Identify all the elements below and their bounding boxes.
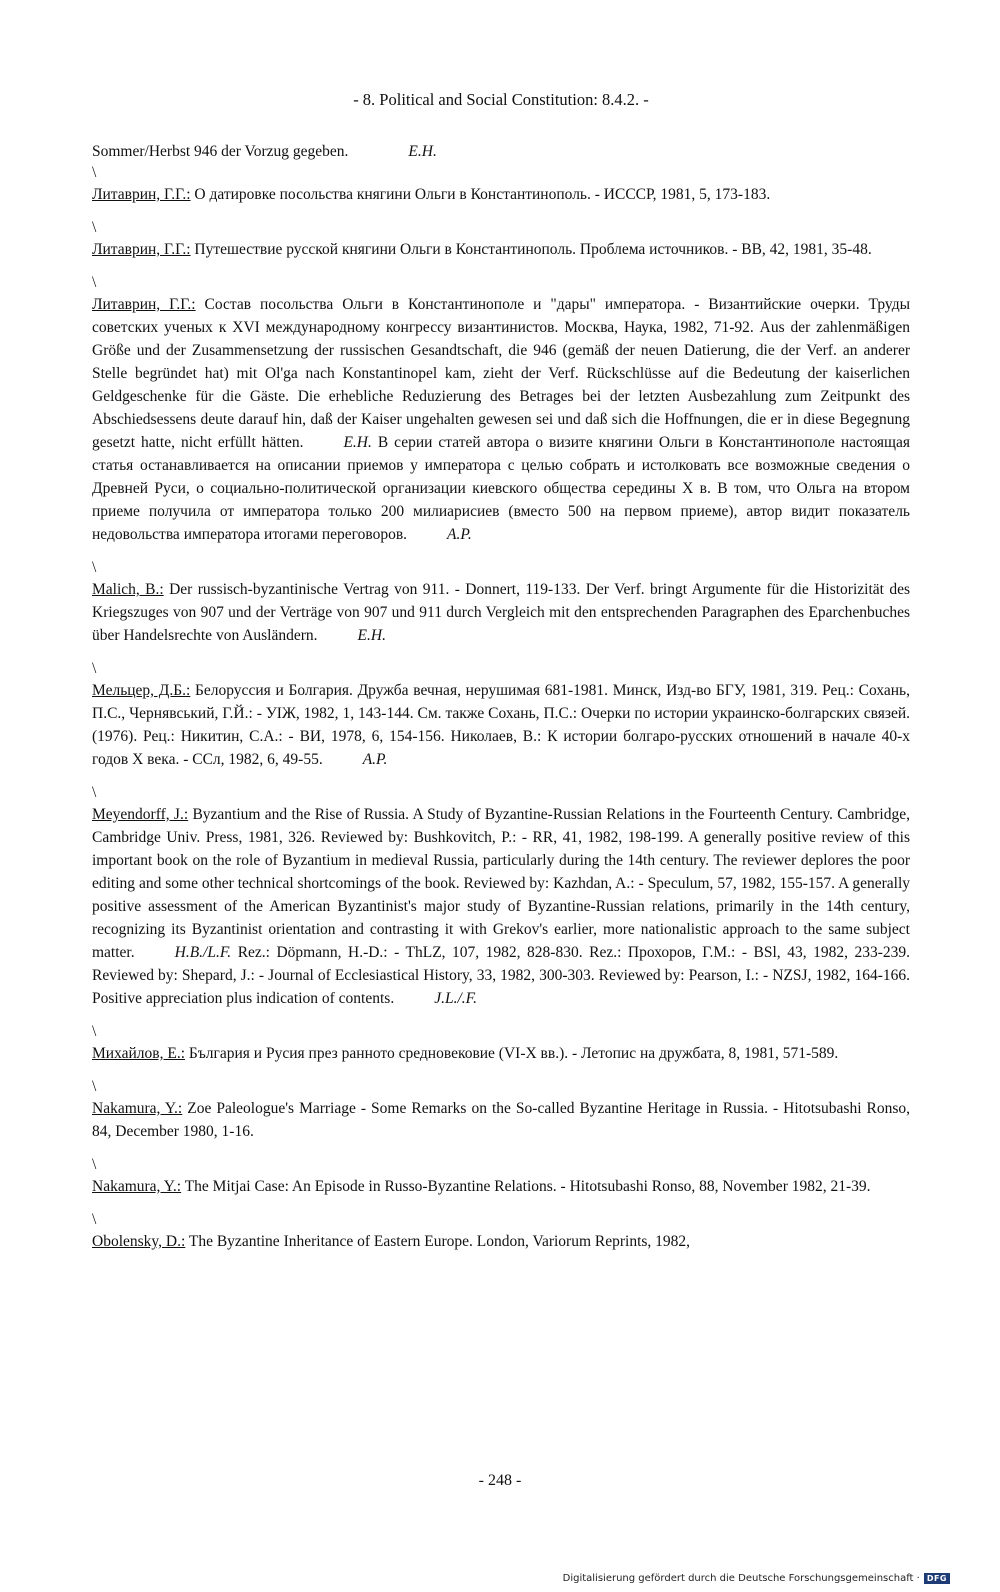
entry-author: Литаврин, Г.Г.: [92, 296, 196, 313]
entry-author: Obolensky, D.: [92, 1233, 186, 1250]
dfg-logo: DFG [924, 1573, 950, 1584]
entry-marker: \ [92, 559, 97, 576]
entry-author: Nakamura, Y.: [92, 1100, 183, 1117]
entry-text: България и Русия през ранното средновековие (VI-X вв.). - Летопис на дружбата, 8, 1981, 571-589. [185, 1045, 839, 1062]
entry-signature: E.H. [357, 627, 386, 644]
entry-author: Михайлов, Е.: [92, 1045, 185, 1062]
bibliography-entry [92, 163, 910, 206]
entry-marker: \ [92, 274, 97, 291]
bibliography-entry [92, 1155, 910, 1198]
page-number: - 248 - [478, 1472, 522, 1489]
bibliography-entry [92, 659, 910, 771]
entry-signature: E.H. [343, 434, 372, 451]
entry-text: Der russisch-byzantinische Vertrag von 911. - Donnert, 119-133. Der Verf. bringt Argumente für die Historizität des Kriegszuges von 907 und der Verträge von 907 und 911 durch Vergleich mit den entsprechenden Paragraphen des Eparchenbuches über Handelsrechte von Ausländern. [92, 581, 910, 644]
intro-signature: E.H. [408, 143, 437, 160]
bibliography-entry [92, 1210, 910, 1253]
bibliography-entry [92, 558, 910, 647]
digitization-footer [563, 1573, 950, 1584]
entry-marker: \ [92, 1156, 97, 1173]
footer-text: Digitalisierung gefördert durch die Deutsche Forschungsgemeinschaft · [562, 1573, 920, 1584]
intro-paragraph [92, 140, 910, 163]
running-head: - 8. Political and Social Constitution: 8.4.2. - [353, 90, 649, 109]
entry-text-continued: Rez.: Döpmann, H.-D.: - ThLZ, 107, 1982, 828-830. Rez.: Прохоров, Г.М.: - BSl, 43, 1982, 233-239. Reviewed by: Shepard, J.: - Journal of Ecclesiastical History, 33, 1982, 300-303. Reviewed by: Pearson, I.: - NZSJ, 1982, 164-166. Positive appreciation plus indication of contents. [92, 944, 910, 1007]
entry-text-continued: В серии статей автора о визите княгини Ольги в Константинополе настоящая статья останавливается на описании приемов у императора с целью собрать и истолковать все возможные сведения о Древней Руси, о социально-политической организации киевского общества середины X в. В том, что Ольга на втором приеме получила от императора только 200 милиарисиев (вместо 500 на первом приеме), автор видит показатель недовольства императора итогами переговоров. [92, 434, 910, 543]
entry-text: Белоруссия и Болгария. Дружба вечная, нерушимая 681-1981. Минск, Изд-во БГУ, 1981, 319. Рец.: Сохань, П.С., Чернявський, Г.Й.: - УІЖ, 1982, 1, 143-144. См. также Сохань, П.С.: Очерки по истории украинско-болгарских связей. (1976). Рец.: Никитин, С.А.: - ВИ, 1978, 6, 154-156. Николаев, В.: К истории болгаро-русских отношений в начале 40-х годов X века. - ССл, 1982, 6, 49-55. [92, 682, 910, 768]
entry-signature: J.L./.F. [434, 990, 477, 1007]
entry-text: Byzantium and the Rise of Russia. A Study of Byzantine-Russian Relations in the Fourteenth Century. Cambridge, Cambridge Univ. Press, 1981, 326. Reviewed by: Bushkovitch, P.: - RR, 41, 1982, 198-199. A generally positive review of this important book on the role of Byzantium in medieval Russia, particularly during the 14th century. The reviewer deplores the poor editing and some other technical shortcomings of the book. Reviewed by: Kazhdan, A.: - Speculum, 57, 1982, 155-157. A generally positive assessment of the American Byzantinist's major study of Byzantine-Russian relations, primarily in the 14th century, recognizing its Byzantinist orientation and contrasting it with Grekov's earlier, more nationalistic approach to the same subject matter. [92, 806, 910, 961]
entry-text: Zoe Paleologue's Marriage - Some Remarks on the So-called Byzantine Heritage in Russia. - Hitotsubashi Ronso, 84, December 1980, 1-16. [92, 1100, 910, 1140]
bibliography-entry [92, 1022, 910, 1065]
bibliography-entry [92, 1077, 910, 1143]
entry-marker: \ [92, 784, 97, 801]
bibliography-entry [92, 273, 910, 546]
entry-signature: H.B./L.F. [174, 944, 232, 961]
entry-author: Malich, B.: [92, 581, 164, 598]
entry-author: Nakamura, Y.: [92, 1178, 182, 1195]
entry-marker: \ [92, 660, 97, 677]
entry-text: Путешествие русской княгини Ольги в Константинополь. Проблема источников. - BB, 42, 1981, 35-48. [190, 241, 872, 258]
entry-signature: A.P. [362, 751, 388, 768]
entry-author: Мельцер, Д.Б.: [92, 682, 191, 699]
intro-text: Sommer/Herbst 946 der Vorzug gegeben. [92, 143, 349, 160]
entry-signature: A.P. [447, 526, 472, 543]
entry-text: О датировке посольства княгини Ольги в Константинополь. - ИСССР, 1981, 5, 173-183. [190, 186, 771, 203]
entry-marker: \ [92, 164, 97, 181]
entry-author: Литаврин, Г.Г.: [92, 186, 191, 203]
entry-text: The Mitjai Case: An Episode in Russo-Byzantine Relations. - Hitotsubashi Ronso, 88, November 1982, 21-39. [181, 1178, 871, 1195]
entry-author: Литаврин, Г.Г.: [92, 241, 191, 258]
entry-marker: \ [92, 1023, 97, 1040]
entry-marker: \ [92, 1211, 97, 1228]
entry-text: Состав посольства Ольги в Константинополе и "дары" императора. - Византийские очерки. Труды советских ученых к XVI международному конгрессу византинистов. Москва, Наука, 1982, 71-92. Aus der zahlenmäßigen Größe und der Zusammensetzung der russischen Gesandtschaft, die 946 (gemäß der neuen Datierung, die der Verf. an anderer Stelle begründet hat) mit Ol'ga nach Konstantinopel kam, zieht der Verf. Rückschlüsse auf die Bedeutung der kaiserlichen Geldgeschenke für die Gäste. Die erhebliche Reduzierung des Betrages bei der letzten Ausbezahlung zum Zeitpunkt des Abschiedsessens deute darauf hin, daß der Kaiser ungehalten gewesen sei und daß sich die Hoffnungen, die er in diese Begegnung gesetzt hatte, nicht erfüllt hätten. [92, 296, 910, 451]
page-body [92, 90, 910, 1265]
entry-marker: \ [92, 219, 97, 236]
entry-marker: \ [92, 1078, 97, 1095]
entry-text: The Byzantine Inheritance of Eastern Europe. London, Variorum Reprints, 1982, [185, 1233, 691, 1250]
bibliography-entry [92, 783, 910, 1010]
entry-author: Meyendorff, J.: [92, 806, 189, 823]
bibliography-entry [92, 218, 910, 261]
